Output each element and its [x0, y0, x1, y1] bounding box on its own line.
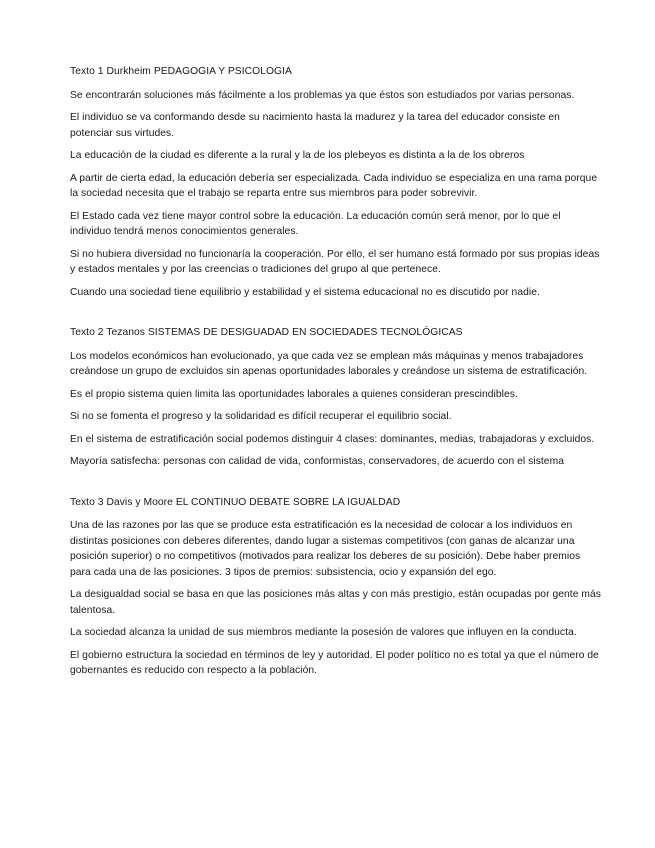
- section-title: Texto 3 Davis y Moore EL CONTINUO DEBATE SOBRE LA IGUALDAD: [70, 496, 401, 508]
- paragraph: Se encontrarán soluciones más fácilmente a los problemas ya que éstos son estudiados por varias personas.: [70, 89, 575, 101]
- paragraph: A partir de cierta edad, la educación debería ser especializada. Cada individuo se especializa en una rama porque la sociedad necesita que el trabajo se reparta entre sus miembros para poder sobrevivir.: [70, 172, 598, 199]
- paragraph: La desigualdad social se basa en que las posiciones más altas y con más prestigio, están ocupadas por gente más talentosa.: [70, 589, 602, 616]
- paragraph: El Estado cada vez tiene mayor control sobre la educación. La educación común será menor, por lo que el individuo tendrá menos conocimientos generales.: [70, 210, 561, 237]
- section-durkheim: [70, 64, 602, 300]
- paragraph: La educación de la ciudad es diferente a la rural y la de los plebeyos es distinta a la de los obreros: [70, 150, 525, 161]
- section-davis-moore: [70, 495, 602, 679]
- paragraph: Si no hubiera diversidad no funcionaría la cooperación. Por ello, el ser humano está formado por sus propias ideas y estados mentales y por las creencias o tradiciones del grupo al que pertenece.: [70, 248, 600, 275]
- document-body: [70, 64, 602, 686]
- paragraph: Los modelos económicos han evolucionado, ya que cada vez se emplean más máquinas y menos trabajadores creándose un grupo de excluidos sin apenas oportunidades laborales y creándose un sistema de estratificación.: [70, 350, 588, 377]
- paragraph: El individuo se va conformando desde su nacimiento hasta la madurez y la tarea del educador consiste en potenciar sus virtudes.: [70, 112, 560, 139]
- paragraph: Cuando una sociedad tiene equilibrio y estabilidad y el sistema educacional no es discutido por nadie.: [70, 286, 540, 298]
- paragraph: El gobierno estructura la sociedad en términos de ley y autoridad. El poder político no es total ya que el número de gobernantes es reducido con respecto a la población.: [70, 649, 599, 676]
- paragraph: Es el propio sistema quien limita las oportunidades laborales a quienes consideran prescindibles.: [70, 388, 518, 400]
- section-title: Texto 2 Tezanos SISTEMAS DE DESIGUADAD EN SOCIEDADES TECNOLÓGICAS: [70, 327, 463, 338]
- paragraph: La sociedad alcanza la unidad de sus miembros mediante la posesión de valores que influyen en la conducta.: [70, 627, 577, 638]
- paragraph: Mayoría satisfecha: personas con calidad de vida, conformistas, conservadores, de acuerdo con el sistema: [70, 456, 564, 467]
- section-title: Texto 1 Durkheim PEDAGOGIA Y PSICOLOGIA: [70, 66, 292, 77]
- paragraph: Una de las razones por las que se produce esta estratificación es la necesidad de colocar a los individuos en distintas posiciones con deberes diferentes, dando lugar a sistemas competitivos (con ganas de alcanzar una posición superior) o no competitivos (motivados para realizar los deberes de su posición). Debe haber premios para cada una de las posiciones. 3 tipos de premios: subsistencia, ocio y expansión del ego.: [70, 520, 581, 578]
- paragraph: En el sistema de estratificación social podemos distinguir 4 clases: dominantes, medias, trabajadoras y excluidos.: [70, 433, 595, 445]
- section-tezanos: [70, 325, 602, 470]
- paragraph: Si no se fomenta el progreso y la solidaridad es difícil recuperar el equilibrio social.: [70, 411, 452, 422]
